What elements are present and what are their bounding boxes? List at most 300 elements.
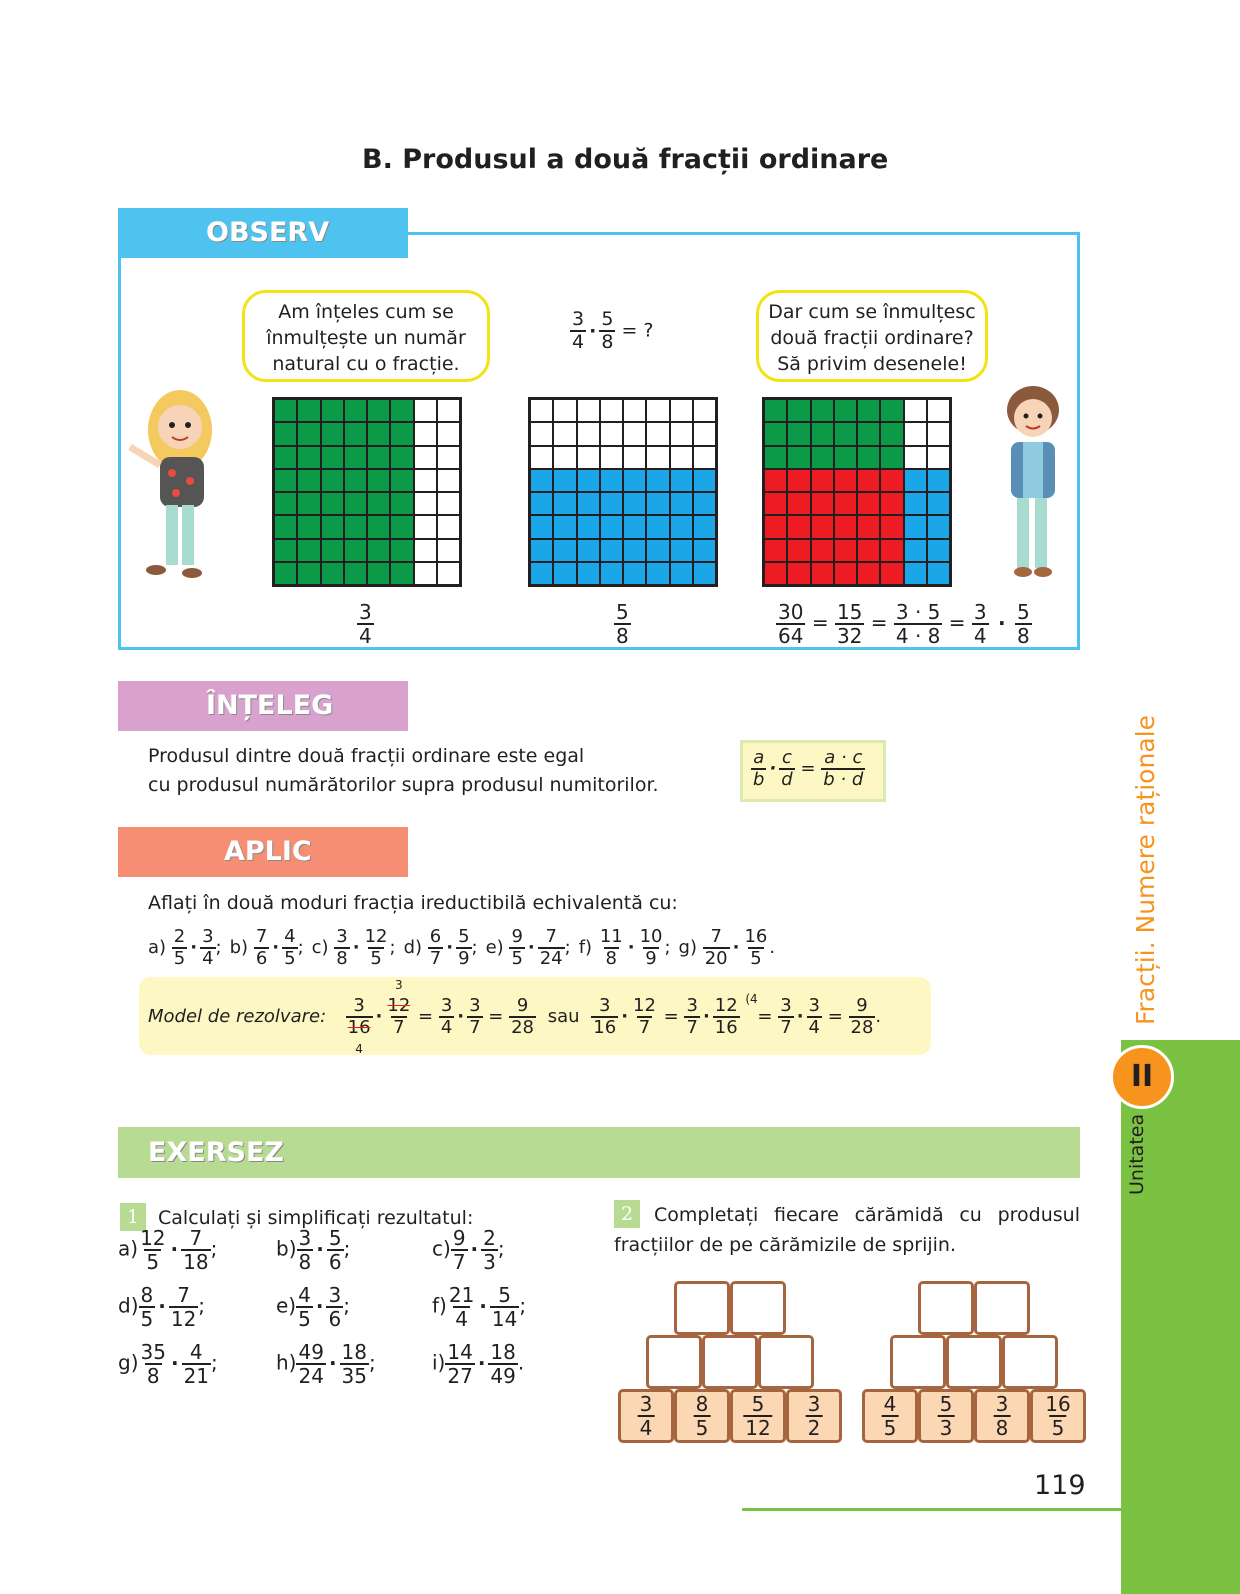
numerator: 7 bbox=[189, 1226, 203, 1250]
grid-cell bbox=[787, 539, 810, 562]
grid-cell bbox=[414, 539, 437, 562]
grid-cell bbox=[623, 399, 646, 422]
equals: = bbox=[870, 610, 888, 635]
numerator: 4 bbox=[189, 1340, 203, 1364]
fraction bbox=[326, 1285, 343, 1329]
aplic-item: g) $\frac{7}{20}$ · $\frac{16}{5}$ . bbox=[678, 926, 776, 969]
grid-cell bbox=[834, 469, 857, 492]
grid-cell bbox=[600, 399, 623, 422]
grid-cell bbox=[646, 422, 669, 445]
grid-cell bbox=[880, 539, 903, 562]
fraction bbox=[694, 1394, 711, 1438]
ex1-item: e) $\frac{4}{5}$ · $\frac{3}{6}$ ; bbox=[276, 1283, 350, 1331]
grid-cell bbox=[577, 492, 600, 515]
denominator: 6 bbox=[328, 1250, 342, 1274]
item-letter: e) bbox=[276, 1293, 297, 1318]
denominator: 5 bbox=[284, 948, 296, 969]
empty-brick[interactable] bbox=[702, 1335, 758, 1389]
simplified-numerator: 3 bbox=[395, 978, 403, 992]
bubble-line: Dar cum se înmulțesc bbox=[768, 301, 976, 323]
item-letter: f) bbox=[432, 1293, 447, 1318]
grid-cell bbox=[646, 515, 669, 538]
empty-brick[interactable] bbox=[946, 1335, 1002, 1389]
grid-cell bbox=[414, 515, 437, 538]
grid-cell bbox=[437, 469, 460, 492]
grid-cell bbox=[297, 446, 320, 469]
fraction bbox=[1043, 1394, 1072, 1438]
grid-cell bbox=[367, 399, 390, 422]
grid-cell bbox=[857, 422, 880, 445]
grid-cell bbox=[414, 446, 437, 469]
grid-cell bbox=[811, 562, 834, 585]
grid-cell bbox=[274, 539, 297, 562]
grid-cell bbox=[764, 492, 787, 515]
inteleg-header: ÎNȚELEG bbox=[118, 681, 408, 731]
denominator: 24 bbox=[298, 1364, 324, 1388]
fraction bbox=[363, 928, 390, 968]
grid-cell bbox=[904, 469, 927, 492]
fraction bbox=[882, 1394, 899, 1438]
grid-cell bbox=[600, 515, 623, 538]
fraction bbox=[181, 1228, 210, 1272]
denominator: 4 bbox=[359, 624, 372, 648]
numerator: 5 bbox=[939, 1392, 953, 1416]
grid-cell bbox=[577, 446, 600, 469]
item-end: ; bbox=[343, 1293, 350, 1318]
item-letter: h) bbox=[276, 1350, 297, 1375]
numerator: 7 bbox=[710, 926, 722, 947]
item-letter: e) bbox=[485, 937, 504, 958]
item-letter: c) bbox=[432, 1236, 451, 1261]
denominator: 4 bbox=[572, 331, 585, 353]
fraction bbox=[490, 1285, 519, 1329]
item-letter: g) bbox=[678, 937, 697, 958]
empty-brick[interactable] bbox=[918, 1281, 974, 1335]
numerator: 3 bbox=[336, 926, 348, 947]
denominator: 7 bbox=[452, 1250, 466, 1274]
denominator: 8 bbox=[995, 1416, 1009, 1440]
grid-cell bbox=[390, 469, 413, 492]
grid-cell bbox=[600, 562, 623, 585]
grid-cell bbox=[344, 422, 367, 445]
grid-cell bbox=[834, 422, 857, 445]
empty-brick[interactable] bbox=[758, 1335, 814, 1389]
fraction bbox=[327, 1228, 344, 1272]
grid-cell bbox=[904, 492, 927, 515]
grid-cell bbox=[321, 446, 344, 469]
numerator: 7 bbox=[545, 926, 557, 947]
model-label: Model de rezolvare: bbox=[148, 1006, 327, 1027]
grid-cell bbox=[904, 422, 927, 445]
grid-cell bbox=[764, 446, 787, 469]
grid-cell bbox=[693, 399, 716, 422]
numerator: 5 bbox=[1016, 600, 1030, 624]
denominator: 5 bbox=[370, 948, 382, 969]
grid-cell bbox=[927, 469, 950, 492]
empty-brick[interactable] bbox=[890, 1335, 946, 1389]
grid-cell bbox=[414, 399, 437, 422]
item-letter: a) bbox=[118, 1236, 139, 1261]
empty-brick[interactable] bbox=[730, 1281, 786, 1335]
denominator: 4 bbox=[440, 1017, 453, 1038]
grid-cell bbox=[274, 515, 297, 538]
grid-cell bbox=[297, 539, 320, 562]
grid-cell bbox=[367, 539, 390, 562]
numerator: 3 bbox=[686, 995, 698, 1016]
denominator: 16 bbox=[593, 1017, 617, 1038]
fraction bbox=[296, 1342, 325, 1386]
grid-cell bbox=[437, 539, 460, 562]
grid-cell bbox=[437, 492, 460, 515]
fraction bbox=[428, 928, 443, 968]
numerator: 3 bbox=[599, 995, 611, 1016]
base-brick bbox=[674, 1389, 730, 1443]
observ-header: OBSERV bbox=[118, 208, 408, 258]
fraction bbox=[254, 928, 269, 968]
denominator: 20 bbox=[704, 948, 728, 969]
grid-cell bbox=[693, 469, 716, 492]
numerator: 3 bbox=[328, 1283, 342, 1307]
grid-cell bbox=[553, 399, 576, 422]
fraction bbox=[938, 1394, 955, 1438]
equals: = bbox=[800, 758, 816, 779]
denominator: 3 bbox=[939, 1416, 953, 1440]
numerator: 5 bbox=[328, 1226, 342, 1250]
denominator: 9 bbox=[645, 948, 657, 969]
denominator: 8 bbox=[1016, 624, 1030, 648]
numerator: 3 bbox=[359, 600, 372, 624]
item-end: ; bbox=[564, 937, 571, 958]
fraction bbox=[598, 928, 625, 968]
numerator: 12 bbox=[364, 926, 388, 947]
grid-cell bbox=[623, 539, 646, 562]
grid-cell bbox=[857, 399, 880, 422]
aplic-item: f) $\frac{11}{8}$ · $\frac{10}{9}$ ; bbox=[578, 926, 671, 969]
item-end: ; bbox=[369, 1350, 376, 1375]
numerator: 3 bbox=[572, 308, 585, 330]
fraction bbox=[200, 928, 215, 968]
numerator: 14 bbox=[447, 1340, 473, 1364]
denominator: 12 bbox=[170, 1307, 197, 1331]
ex1-number: 1 bbox=[120, 1203, 146, 1231]
grid-cell bbox=[274, 492, 297, 515]
fraction bbox=[509, 928, 524, 968]
denominator: 18 bbox=[183, 1250, 209, 1274]
grid-cell bbox=[367, 422, 390, 445]
grid-cell bbox=[764, 399, 787, 422]
empty-brick[interactable] bbox=[646, 1335, 702, 1389]
grid-cell bbox=[297, 515, 320, 538]
ex2-prompt-2: fracțiilor de pe cărămizile de sprijin. bbox=[614, 1234, 956, 1256]
grid-cell bbox=[297, 492, 320, 515]
girl-illustration bbox=[120, 385, 230, 590]
grid-cell bbox=[811, 399, 834, 422]
grid-cell bbox=[693, 492, 716, 515]
numerator: 2 bbox=[173, 926, 186, 947]
grid-cell bbox=[904, 446, 927, 469]
base-brick bbox=[618, 1389, 674, 1443]
numerator: 9 bbox=[452, 1226, 466, 1250]
bubble-line: Am înțeles cum se bbox=[278, 301, 454, 323]
item-end: ; bbox=[210, 1236, 218, 1261]
grid-cell bbox=[553, 469, 576, 492]
grid-cell bbox=[367, 469, 390, 492]
grid-cell bbox=[390, 562, 413, 585]
grid-cell bbox=[787, 469, 810, 492]
item-letter: b) bbox=[229, 937, 249, 958]
grid-cell bbox=[764, 422, 787, 445]
grid-cell bbox=[600, 539, 623, 562]
grid-cell bbox=[437, 515, 460, 538]
item-end: ; bbox=[664, 937, 671, 958]
denominator: 4 bbox=[455, 1307, 468, 1331]
grid-cell bbox=[857, 515, 880, 538]
grid-cell bbox=[857, 492, 880, 515]
grid-cell bbox=[670, 539, 693, 562]
aplic-item: e) $\frac{9}{5}$ · $\frac{7}{24}$ ; bbox=[485, 926, 571, 969]
grid-cell bbox=[834, 446, 857, 469]
item-letter: b) bbox=[276, 1236, 297, 1261]
grid-cell bbox=[904, 562, 927, 585]
grid-cell bbox=[274, 562, 297, 585]
grid-cell bbox=[764, 539, 787, 562]
grid-cell bbox=[646, 539, 669, 562]
grid-cell bbox=[927, 539, 950, 562]
numerator: 49 bbox=[298, 1340, 324, 1364]
ex1-item: c) $\frac{9}{7}$ · $\frac{2}{3}$ ; bbox=[432, 1226, 505, 1274]
numerator: 7 bbox=[177, 1283, 190, 1307]
equals: = bbox=[948, 610, 966, 635]
grid-cell bbox=[553, 515, 576, 538]
grid-cell bbox=[904, 539, 927, 562]
grid-cell bbox=[274, 422, 297, 445]
item-end: ; bbox=[297, 937, 304, 958]
denominator: d bbox=[781, 769, 793, 790]
bubble-line: două fracții ordinare? bbox=[770, 327, 974, 349]
denominator: b bbox=[753, 769, 765, 790]
grid-cell bbox=[857, 446, 880, 469]
grid-cell bbox=[623, 446, 646, 469]
numerator: a bbox=[753, 747, 765, 768]
grid-cell bbox=[880, 422, 903, 445]
grid-cell bbox=[577, 469, 600, 492]
numerator: 16 bbox=[1045, 1392, 1071, 1416]
empty-brick[interactable] bbox=[974, 1281, 1030, 1335]
ex1-item: h) $\frac{49}{24}$ · $\frac{18}{35}$ ; bbox=[276, 1340, 376, 1388]
ex1-item: f) $\frac{21}{4}$ · $\frac{5}{14}$ ; bbox=[432, 1283, 527, 1331]
ex2-number: 2 bbox=[614, 1200, 640, 1228]
grid-cell bbox=[577, 399, 600, 422]
grid-cell bbox=[646, 446, 669, 469]
grid-cell bbox=[390, 399, 413, 422]
empty-brick[interactable] bbox=[674, 1281, 730, 1335]
ex1-item: i) $\frac{14}{27}$ · $\frac{18}{49}$ . bbox=[432, 1340, 525, 1388]
fraction bbox=[638, 928, 665, 968]
grid-cell bbox=[437, 399, 460, 422]
speech-bubble-right bbox=[756, 290, 988, 382]
fraction bbox=[296, 1285, 313, 1329]
grid-cell bbox=[321, 515, 344, 538]
denominator: b · d bbox=[823, 769, 864, 790]
grid-three-quarters bbox=[272, 397, 462, 587]
ex1-item: a) $\frac{12}{5}$ · $\frac{7}{18}$ ; bbox=[118, 1226, 218, 1274]
dot: · bbox=[769, 758, 777, 779]
grid-cell bbox=[390, 539, 413, 562]
equals-question: = ? bbox=[621, 319, 654, 342]
item-end: ; bbox=[198, 1293, 206, 1318]
grid-cell bbox=[274, 469, 297, 492]
grid-cell bbox=[670, 469, 693, 492]
denominator: 49 bbox=[490, 1364, 516, 1388]
denominator: 4 bbox=[639, 1416, 653, 1440]
numerator: c bbox=[782, 747, 792, 768]
simplified-denominator: 4 bbox=[355, 1042, 363, 1056]
fraction bbox=[138, 1228, 167, 1272]
grid-cell bbox=[811, 515, 834, 538]
grid-cell bbox=[880, 515, 903, 538]
grid-cell bbox=[834, 515, 857, 538]
fraction bbox=[456, 928, 471, 968]
grid-cell bbox=[811, 422, 834, 445]
grid-cell bbox=[927, 492, 950, 515]
denominator: 8 bbox=[605, 948, 617, 969]
grid-cell bbox=[927, 446, 950, 469]
fraction bbox=[488, 1342, 517, 1386]
fraction bbox=[994, 1394, 1011, 1438]
denominator: 4 bbox=[973, 624, 987, 648]
grid-cell bbox=[646, 399, 669, 422]
grid-cell bbox=[834, 399, 857, 422]
base-brick bbox=[786, 1389, 842, 1443]
grid-cell bbox=[693, 539, 716, 562]
sau-label: sau bbox=[547, 1006, 580, 1027]
grid-cell bbox=[553, 492, 576, 515]
grid-cell bbox=[880, 446, 903, 469]
fraction bbox=[445, 1342, 474, 1386]
grid-cell bbox=[670, 515, 693, 538]
numerator: 18 bbox=[490, 1340, 516, 1364]
numerator: 21 bbox=[448, 1283, 475, 1307]
grid-cell bbox=[693, 515, 716, 538]
denominator: 5 bbox=[695, 1416, 709, 1440]
fraction bbox=[334, 928, 349, 968]
numerator: 12 bbox=[140, 1226, 166, 1250]
fraction bbox=[806, 1394, 823, 1438]
denominator: 4 bbox=[202, 948, 214, 969]
numerator: 2 bbox=[483, 1226, 496, 1250]
grid-cell bbox=[553, 562, 576, 585]
fraction bbox=[447, 1285, 476, 1329]
numerator: 3 bbox=[808, 995, 820, 1016]
item-end: ; bbox=[215, 937, 222, 958]
grid-cell bbox=[600, 469, 623, 492]
fraction bbox=[742, 928, 769, 968]
numerator: 5 bbox=[458, 926, 470, 947]
grid-cell bbox=[787, 515, 810, 538]
grid-cell bbox=[530, 492, 553, 515]
ex1-prompt: Calculați și simplificați rezultatul: bbox=[158, 1207, 474, 1229]
grid-cell bbox=[811, 446, 834, 469]
item-letter: d) bbox=[118, 1293, 139, 1318]
numerator: 4 bbox=[298, 1283, 311, 1307]
aplic-item: b) $\frac{7}{6}$ · $\frac{4}{5}$ ; bbox=[229, 926, 304, 969]
inteleg-text-2: cu produsul numărătorilor supra produsul numitorilor. bbox=[148, 774, 659, 796]
denominator: 7 bbox=[429, 948, 442, 969]
fraction bbox=[139, 1285, 156, 1329]
numerator: 3 bbox=[995, 1392, 1009, 1416]
denominator: 5 bbox=[173, 948, 186, 969]
grid-cell bbox=[811, 469, 834, 492]
numerator: 5 bbox=[751, 1392, 765, 1416]
grid-cell bbox=[857, 562, 880, 585]
grid-cell bbox=[834, 562, 857, 585]
item-letter: d) bbox=[403, 937, 423, 958]
denominator: 7 bbox=[469, 1017, 481, 1038]
grid-cell bbox=[577, 562, 600, 585]
speech-bubble-left bbox=[242, 290, 490, 382]
denominator: 7 bbox=[780, 1017, 792, 1038]
grid-cell bbox=[344, 469, 367, 492]
numerator: 10 bbox=[639, 926, 663, 947]
item-end: ; bbox=[343, 1236, 351, 1261]
grid-cell bbox=[904, 515, 927, 538]
numerator: 12 bbox=[633, 995, 656, 1016]
numerator: 16 bbox=[744, 926, 768, 947]
grid-cell bbox=[787, 562, 810, 585]
numerator: 30 bbox=[778, 600, 804, 624]
item-end: ; bbox=[211, 1350, 218, 1375]
grid-cell bbox=[693, 562, 716, 585]
chapter-title: Fracții. Numere raționale bbox=[1131, 715, 1160, 1025]
grid-cell bbox=[390, 446, 413, 469]
numerator: 3 · 5 bbox=[895, 600, 941, 624]
grid-cell bbox=[927, 562, 950, 585]
numerator: 9 bbox=[856, 995, 868, 1016]
denominator: 7 bbox=[638, 1017, 651, 1038]
grid-product bbox=[762, 397, 952, 587]
grid-cell bbox=[787, 446, 810, 469]
base-brick bbox=[730, 1389, 786, 1443]
grid-cell bbox=[321, 399, 344, 422]
numerator: 8 bbox=[695, 1392, 709, 1416]
grid-cell bbox=[880, 562, 903, 585]
fraction bbox=[282, 928, 297, 968]
denominator: 5 bbox=[298, 1307, 311, 1331]
aplic-header: APLIC bbox=[118, 827, 408, 877]
exersez-header: EXERSEZ bbox=[148, 1137, 284, 1168]
empty-brick[interactable] bbox=[1002, 1335, 1058, 1389]
item-letter: g) bbox=[118, 1350, 139, 1375]
grid-cell bbox=[297, 422, 320, 445]
denominator: 8 bbox=[616, 624, 629, 648]
simplification-marker: (4 bbox=[745, 992, 758, 1006]
grid-cell bbox=[600, 422, 623, 445]
denominator: 3 bbox=[483, 1250, 496, 1274]
ex1-item: g) $\frac{35}{8}$ · $\frac{4}{21}$ ; bbox=[118, 1340, 218, 1388]
grid-cell bbox=[880, 469, 903, 492]
aplic-item: a) $\frac{2}{5}$ · $\frac{3}{4}$ ; bbox=[148, 926, 222, 969]
grid-cell bbox=[577, 515, 600, 538]
denominator: 28 bbox=[511, 1017, 534, 1038]
item-letter: f) bbox=[578, 937, 593, 958]
grid-cell bbox=[927, 422, 950, 445]
grid-cell bbox=[367, 562, 390, 585]
grid-cell bbox=[834, 492, 857, 515]
page-number: 119 bbox=[1034, 1470, 1086, 1501]
grid-cell bbox=[367, 515, 390, 538]
item-end: ; bbox=[519, 1293, 527, 1318]
fraction bbox=[297, 1228, 314, 1272]
